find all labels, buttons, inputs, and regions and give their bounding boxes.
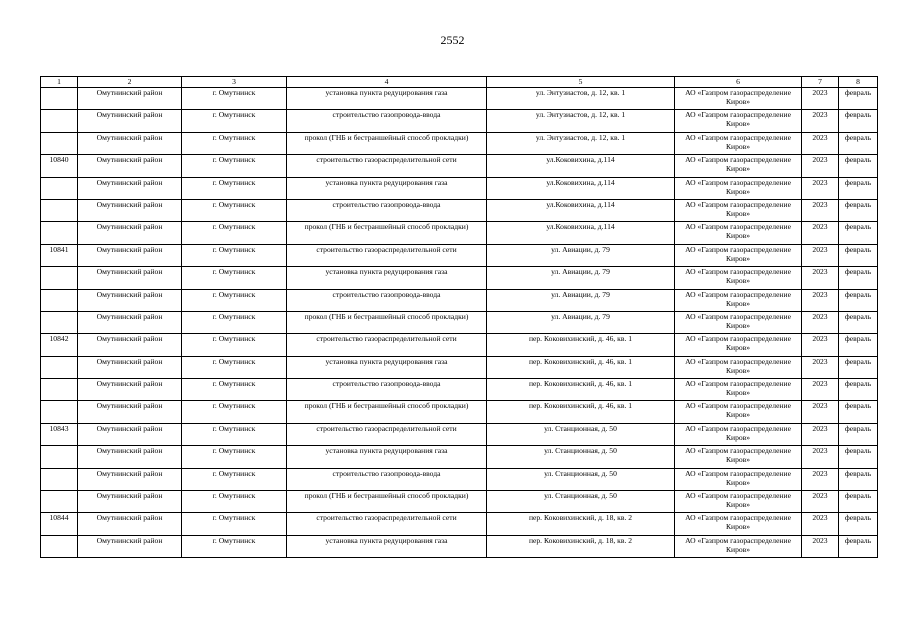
address-cell: ул. Станционная, д. 50 [487, 468, 675, 490]
work-type-cell: строительство газопровода-ввода [287, 110, 487, 132]
work-type-cell: прокол (ГНБ и бестраншейный способ прокладки) [287, 222, 487, 244]
table-row [41, 356, 878, 378]
organization-cell: АО «Газпром газораспределение Киров» [675, 311, 802, 333]
address-cell: ул.Коковихина, д.114 [487, 222, 675, 244]
year-cell: 2023 [802, 423, 839, 445]
table-row [41, 379, 878, 401]
locality-cell: г. Омутнинск [182, 513, 287, 535]
row-number-cell [41, 356, 78, 378]
year-cell: 2023 [802, 222, 839, 244]
organization-cell: АО «Газпром газораспределение Киров» [675, 222, 802, 244]
address-cell: ул. Станционная, д. 50 [487, 446, 675, 468]
district-cell: Омутнинский район [78, 513, 182, 535]
row-number-cell: 10840 [41, 155, 78, 177]
organization-cell: АО «Газпром газораспределение Киров» [675, 356, 802, 378]
locality-cell: г. Омутнинск [182, 289, 287, 311]
row-number-cell [41, 446, 78, 468]
organization-cell: АО «Газпром газораспределение Киров» [675, 155, 802, 177]
district-cell: Омутнинский район [78, 535, 182, 557]
address-cell: пер. Коковихинский, д. 46, кв. 1 [487, 401, 675, 423]
address-cell: ул. Авиации, д. 79 [487, 311, 675, 333]
locality-cell: г. Омутнинск [182, 132, 287, 154]
work-type-cell: прокол (ГНБ и бестраншейный способ прокладки) [287, 491, 487, 513]
district-cell: Омутнинский район [78, 289, 182, 311]
row-number-cell [41, 177, 78, 199]
year-cell: 2023 [802, 513, 839, 535]
table-row [41, 110, 878, 132]
district-cell: Омутнинский район [78, 379, 182, 401]
table-row [41, 311, 878, 333]
year-cell: 2023 [802, 379, 839, 401]
organization-cell: АО «Газпром газораспределение Киров» [675, 513, 802, 535]
column-header: 8 [839, 77, 878, 88]
table-row [41, 513, 878, 535]
locality-cell: г. Омутнинск [182, 244, 287, 266]
table-header-row [41, 77, 878, 88]
year-cell: 2023 [802, 199, 839, 221]
locality-cell: г. Омутнинск [182, 177, 287, 199]
year-cell: 2023 [802, 311, 839, 333]
row-number-cell [41, 267, 78, 289]
column-header: 4 [287, 77, 487, 88]
organization-cell: АО «Газпром газораспределение Киров» [675, 491, 802, 513]
month-cell: февраль [839, 132, 878, 154]
year-cell: 2023 [802, 535, 839, 557]
organization-cell: АО «Газпром газораспределение Киров» [675, 446, 802, 468]
column-header: 3 [182, 77, 287, 88]
organization-cell: АО «Газпром газораспределение Киров» [675, 199, 802, 221]
work-type-cell: строительство газопровода-ввода [287, 468, 487, 490]
address-cell: ул. Авиации, д. 79 [487, 267, 675, 289]
address-cell: ул. Авиации, д. 79 [487, 244, 675, 266]
month-cell: февраль [839, 222, 878, 244]
address-cell: ул.Коковихина, д.114 [487, 177, 675, 199]
district-cell: Омутнинский район [78, 491, 182, 513]
table-row [41, 491, 878, 513]
address-cell: ул. Энтузиастов, д. 12, кв. 1 [487, 110, 675, 132]
organization-cell: АО «Газпром газораспределение Киров» [675, 334, 802, 356]
row-number-cell [41, 401, 78, 423]
year-cell: 2023 [802, 289, 839, 311]
row-number-cell [41, 222, 78, 244]
work-type-cell: установка пункта редуцирования газа [287, 177, 487, 199]
month-cell: февраль [839, 468, 878, 490]
month-cell: февраль [839, 155, 878, 177]
work-type-cell: строительство газопровода-ввода [287, 289, 487, 311]
column-header: 2 [78, 77, 182, 88]
address-cell: пер. Коковихинский, д. 46, кв. 1 [487, 379, 675, 401]
row-number-cell [41, 379, 78, 401]
table-body [41, 88, 878, 558]
district-cell: Омутнинский район [78, 110, 182, 132]
column-header: 6 [675, 77, 802, 88]
table-row [41, 88, 878, 110]
district-cell: Омутнинский район [78, 401, 182, 423]
work-type-cell: прокол (ГНБ и бестраншейный способ прокладки) [287, 132, 487, 154]
organization-cell: АО «Газпром газораспределение Киров» [675, 468, 802, 490]
address-cell: ул. Станционная, д. 50 [487, 491, 675, 513]
organization-cell: АО «Газпром газораспределение Киров» [675, 177, 802, 199]
column-header: 7 [802, 77, 839, 88]
month-cell: февраль [839, 356, 878, 378]
works-table [40, 76, 878, 558]
district-cell: Омутнинский район [78, 88, 182, 110]
locality-cell: г. Омутнинск [182, 110, 287, 132]
locality-cell: г. Омутнинск [182, 199, 287, 221]
organization-cell: АО «Газпром газораспределение Киров» [675, 110, 802, 132]
address-cell: ул. Энтузиастов, д. 12, кв. 1 [487, 132, 675, 154]
work-type-cell: установка пункта редуцирования газа [287, 446, 487, 468]
locality-cell: г. Омутнинск [182, 311, 287, 333]
month-cell: февраль [839, 177, 878, 199]
month-cell: февраль [839, 401, 878, 423]
month-cell: февраль [839, 446, 878, 468]
table-row [41, 535, 878, 557]
year-cell: 2023 [802, 155, 839, 177]
locality-cell: г. Омутнинск [182, 491, 287, 513]
year-cell: 2023 [802, 177, 839, 199]
year-cell: 2023 [802, 88, 839, 110]
work-type-cell: прокол (ГНБ и бестраншейный способ прокладки) [287, 311, 487, 333]
locality-cell: г. Омутнинск [182, 423, 287, 445]
address-cell: ул. Энтузиастов, д. 12, кв. 1 [487, 88, 675, 110]
work-type-cell: строительство газопровода-ввода [287, 379, 487, 401]
organization-cell: АО «Газпром газораспределение Киров» [675, 132, 802, 154]
address-cell: ул.Коковихина, д.114 [487, 155, 675, 177]
month-cell: февраль [839, 535, 878, 557]
row-number-cell [41, 132, 78, 154]
organization-cell: АО «Газпром газораспределение Киров» [675, 267, 802, 289]
work-type-cell: установка пункта редуцирования газа [287, 267, 487, 289]
district-cell: Омутнинский район [78, 334, 182, 356]
address-cell: пер. Коковихинский, д. 18, кв. 2 [487, 513, 675, 535]
table-row [41, 468, 878, 490]
year-cell: 2023 [802, 491, 839, 513]
year-cell: 2023 [802, 446, 839, 468]
work-type-cell: установка пункта редуцирования газа [287, 356, 487, 378]
district-cell: Омутнинский район [78, 423, 182, 445]
month-cell: февраль [839, 379, 878, 401]
year-cell: 2023 [802, 132, 839, 154]
row-number-cell: 10842 [41, 334, 78, 356]
year-cell: 2023 [802, 401, 839, 423]
district-cell: Омутнинский район [78, 311, 182, 333]
work-type-cell: установка пункта редуцирования газа [287, 88, 487, 110]
table-row [41, 267, 878, 289]
month-cell: февраль [839, 334, 878, 356]
district-cell: Омутнинский район [78, 267, 182, 289]
row-number-cell [41, 88, 78, 110]
month-cell: февраль [839, 513, 878, 535]
work-type-cell: установка пункта редуцирования газа [287, 535, 487, 557]
year-cell: 2023 [802, 110, 839, 132]
locality-cell: г. Омутнинск [182, 356, 287, 378]
district-cell: Омутнинский район [78, 446, 182, 468]
organization-cell: АО «Газпром газораспределение Киров» [675, 244, 802, 266]
district-cell: Омутнинский район [78, 132, 182, 154]
table-row [41, 132, 878, 154]
month-cell: февраль [839, 267, 878, 289]
row-number-cell: 10841 [41, 244, 78, 266]
table-row [41, 222, 878, 244]
organization-cell: АО «Газпром газораспределение Киров» [675, 88, 802, 110]
month-cell: февраль [839, 88, 878, 110]
work-type-cell: строительство газопровода-ввода [287, 199, 487, 221]
row-number-cell: 10844 [41, 513, 78, 535]
address-cell: ул. Станционная, д. 50 [487, 423, 675, 445]
table-row [41, 401, 878, 423]
district-cell: Омутнинский район [78, 356, 182, 378]
district-cell: Омутнинский район [78, 177, 182, 199]
work-type-cell: строительство газораспределительной сети [287, 155, 487, 177]
year-cell: 2023 [802, 356, 839, 378]
year-cell: 2023 [802, 334, 839, 356]
district-cell: Омутнинский район [78, 244, 182, 266]
address-cell: пер. Коковихинский, д. 46, кв. 1 [487, 356, 675, 378]
row-number-cell [41, 199, 78, 221]
month-cell: февраль [839, 423, 878, 445]
address-cell: пер. Коковихинский, д. 46, кв. 1 [487, 334, 675, 356]
district-cell: Омутнинский район [78, 199, 182, 221]
locality-cell: г. Омутнинск [182, 267, 287, 289]
month-cell: февраль [839, 311, 878, 333]
locality-cell: г. Омутнинск [182, 155, 287, 177]
locality-cell: г. Омутнинск [182, 535, 287, 557]
row-number-cell: 10843 [41, 423, 78, 445]
locality-cell: г. Омутнинск [182, 334, 287, 356]
district-cell: Омутнинский район [78, 468, 182, 490]
district-cell: Омутнинский район [78, 222, 182, 244]
month-cell: февраль [839, 289, 878, 311]
locality-cell: г. Омутнинск [182, 222, 287, 244]
table-row [41, 423, 878, 445]
month-cell: февраль [839, 244, 878, 266]
locality-cell: г. Омутнинск [182, 401, 287, 423]
year-cell: 2023 [802, 267, 839, 289]
organization-cell: АО «Газпром газораспределение Киров» [675, 423, 802, 445]
locality-cell: г. Омутнинск [182, 468, 287, 490]
table-row [41, 446, 878, 468]
row-number-cell [41, 468, 78, 490]
address-cell: пер. Коковихинский, д. 18, кв. 2 [487, 535, 675, 557]
locality-cell: г. Омутнинск [182, 446, 287, 468]
organization-cell: АО «Газпром газораспределение Киров» [675, 379, 802, 401]
table-row [41, 334, 878, 356]
month-cell: февраль [839, 110, 878, 132]
work-type-cell: строительство газораспределительной сети [287, 334, 487, 356]
page-number: 2552 [440, 33, 465, 47]
locality-cell: г. Омутнинск [182, 379, 287, 401]
column-header: 1 [41, 77, 78, 88]
work-type-cell: строительство газораспределительной сети [287, 423, 487, 445]
table-row [41, 177, 878, 199]
column-header: 5 [487, 77, 675, 88]
year-cell: 2023 [802, 468, 839, 490]
row-number-cell [41, 491, 78, 513]
month-cell: февраль [839, 199, 878, 221]
work-type-cell: строительство газораспределительной сети [287, 513, 487, 535]
table-row [41, 199, 878, 221]
address-cell: ул.Коковихина, д.114 [487, 199, 675, 221]
row-number-cell [41, 535, 78, 557]
work-type-cell: строительство газораспределительной сети [287, 244, 487, 266]
district-cell: Омутнинский район [78, 155, 182, 177]
organization-cell: АО «Газпром газораспределение Киров» [675, 535, 802, 557]
organization-cell: АО «Газпром газораспределение Киров» [675, 289, 802, 311]
locality-cell: г. Омутнинск [182, 88, 287, 110]
year-cell: 2023 [802, 244, 839, 266]
row-number-cell [41, 289, 78, 311]
table-row [41, 289, 878, 311]
row-number-cell [41, 110, 78, 132]
table-row [41, 244, 878, 266]
address-cell: ул. Авиации, д. 79 [487, 289, 675, 311]
table-row [41, 155, 878, 177]
work-type-cell: прокол (ГНБ и бестраншейный способ прокладки) [287, 401, 487, 423]
row-number-cell [41, 311, 78, 333]
organization-cell: АО «Газпром газораспределение Киров» [675, 401, 802, 423]
month-cell: февраль [839, 491, 878, 513]
